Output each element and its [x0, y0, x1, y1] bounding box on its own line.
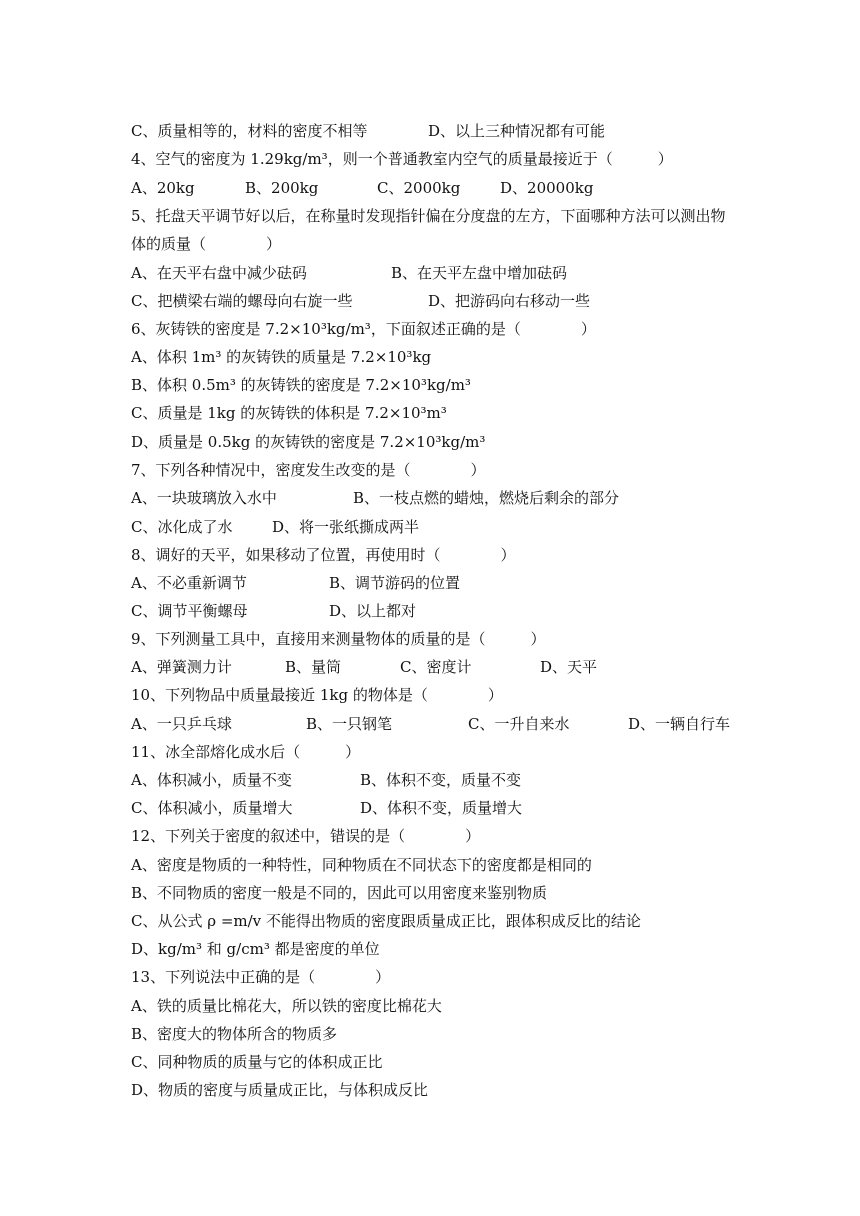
line-text: A、体积减小，质量不变 [131, 771, 292, 789]
line-text: A、弹簧测力计 [131, 658, 232, 676]
option-text: C、2000kg [377, 179, 461, 197]
option-text: B、200kg [245, 179, 319, 197]
option-text: B、一只钢笔 [306, 715, 393, 733]
line-text: 9、下列测量工具中，直接用来测量物体的质量的是（ ） [131, 630, 546, 648]
line-text: C、从公式 ρ =m/v 不能得出物质的密度跟质量成正比，跟体积成反比的结论 [131, 912, 641, 930]
option-text: B、一枝点燃的蜡烛，燃烧后剩余的部分 [353, 489, 620, 507]
line-text: C、质量是 1kg 的灰铸铁的体积是 7.2×10³m³ [131, 404, 447, 422]
option-text: D、以上三种情况都有可能 [428, 122, 606, 140]
line-text: C、把横梁右端的螺母向右旋一些 [131, 292, 353, 310]
option-text: B、体积不变，质量不变 [360, 771, 522, 789]
option-text: B、调节游码的位置 [329, 574, 461, 592]
line-text: A、铁的质量比棉花大，所以铁的密度比棉花大 [131, 997, 442, 1015]
line-text: 11、冰全部熔化成水后（ ） [131, 743, 361, 761]
line-text: C、质量相等的，材料的密度不相等 [131, 122, 368, 140]
line-text: A、一只乒乓球 [131, 715, 232, 733]
line-text: 7、下列各种情况中，密度发生改变的是（ ） [131, 461, 486, 479]
option-text: B、量筒 [285, 658, 342, 676]
option-text: C、一升自来水 [468, 715, 570, 733]
line-text: A、一块玻璃放入水中 [131, 489, 277, 507]
option-text: B、在天平左盘中增加砝码 [391, 264, 568, 282]
line-text: C、冰化成了水 [131, 518, 233, 536]
line-text: 5、托盘天平调节好以后，在称量时发现指针偏在分度盘的左方，下面哪种方法可以测出物 [131, 207, 726, 225]
line-text: B、密度大的物体所含的物质多 [131, 1025, 338, 1043]
line-text: C、体积减小，质量增大 [131, 799, 293, 817]
line-text: B、不同物质的密度一般是不同的，因此可以用密度来鉴别物质 [131, 884, 548, 902]
line-text: C、调节平衡螺母 [131, 602, 248, 620]
line-text: A、在天平右盘中减少砝码 [131, 264, 307, 282]
line-text: A、体积 1m³ 的灰铸铁的质量是 7.2×10³kg [131, 348, 432, 366]
line-text: 体的质量（ ） [131, 235, 282, 253]
line-text: B、体积 0.5m³ 的灰铸铁的密度是 7.2×10³kg/m³ [131, 376, 471, 394]
option-text: D、一辆自行车 [628, 715, 731, 733]
line-text: A、不必重新调节 [131, 574, 247, 592]
line-text: 6、灰铸铁的密度是 7.2×10³kg/m³，下面叙述正确的是（ ） [131, 320, 596, 338]
line-text: 13、下列说法中正确的是（ ） [131, 968, 391, 986]
option-text: C、密度计 [400, 658, 472, 676]
line-text: 10、下列物品中质量最接近 1kg 的物体是（ ） [131, 686, 503, 704]
line-text: 12、下列关于密度的叙述中，错误的是（ ） [131, 827, 481, 845]
line-text: D、物质的密度与质量成正比，与体积成反比 [131, 1081, 429, 1099]
line-text: C、同种物质的质量与它的体积成正比 [131, 1053, 383, 1071]
line-text: A、密度是物质的一种特性，同种物质在不同状态下的密度都是相同的 [131, 856, 592, 874]
option-text: D、体积不变，质量增大 [360, 799, 523, 817]
option-text: D、将一张纸撕成两半 [272, 518, 420, 536]
line-text: D、质量是 0.5kg 的灰铸铁的密度是 7.2×10³kg/m³ [131, 433, 486, 451]
option-text: D、20000kg [500, 179, 594, 197]
line-text: D、kg/m³ 和 g/cm³ 都是密度的单位 [131, 940, 380, 958]
option-text: D、以上都对 [329, 602, 417, 620]
option-text: D、把游码向右移动一些 [428, 292, 591, 310]
line-text: 8、调好的天平，如果移动了位置，再使用时（ ） [131, 546, 516, 564]
option-text: D、天平 [540, 658, 598, 676]
line-text: 4、空气的密度为 1.29kg/m³，则一个普通教室内空气的质量最接近于（ ） [131, 150, 673, 168]
line-text: A、20kg [131, 179, 195, 197]
